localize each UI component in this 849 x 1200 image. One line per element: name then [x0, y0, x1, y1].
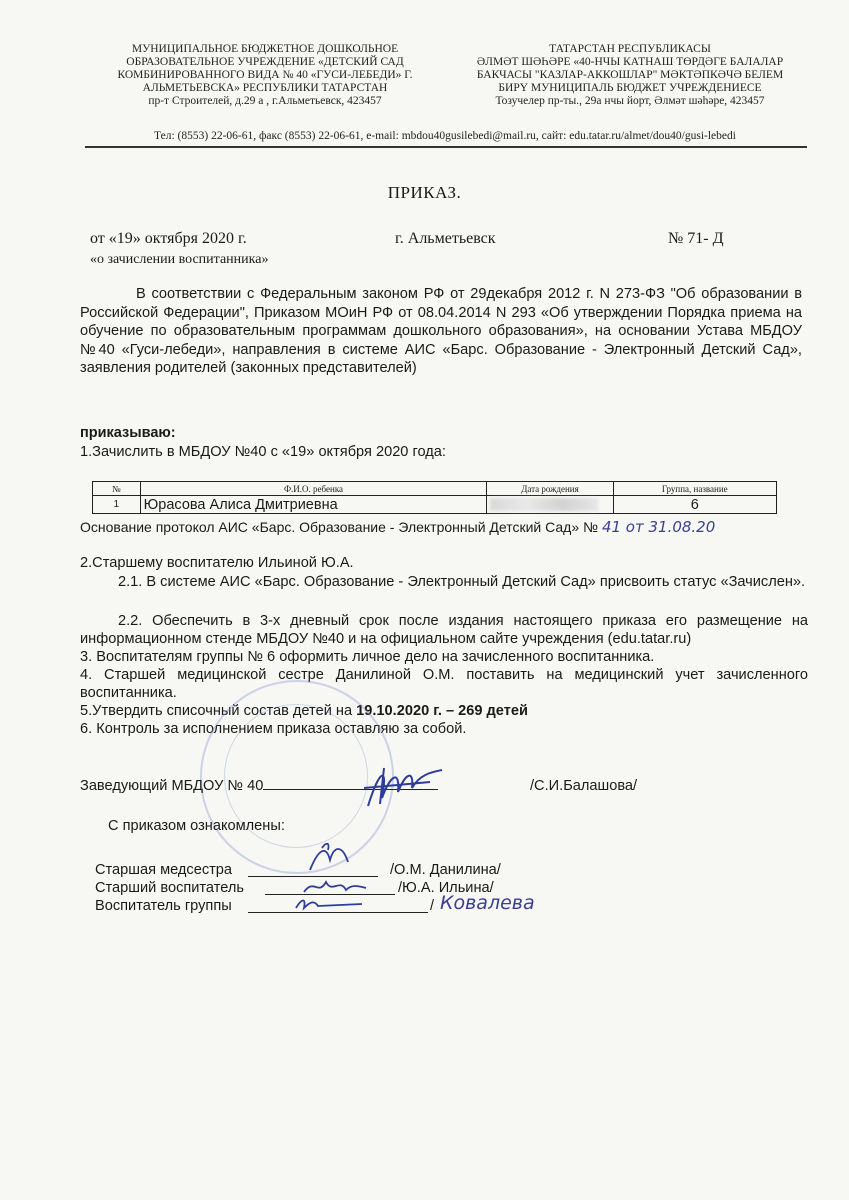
document-title: ПРИКАЗ.	[387, 183, 462, 202]
header-left-address: пр-т Строителей, д.29 а , г.Альметьевск, 423457	[148, 95, 382, 107]
cell-child-name: Юрасова Алиса Дмитриевна	[140, 496, 487, 514]
table-row	[93, 496, 777, 514]
basis-text: Основание протокол АИС «Барс. Образование - Электронный Детский Сад» №	[80, 519, 599, 535]
teacher-signature	[292, 892, 372, 921]
acquainted-role-senior-teacher: Старший воспитатель	[95, 880, 245, 896]
item-5-text: 5.Утвердить списочный состав детей на	[80, 703, 357, 719]
item-3: 3. Воспитателям группы № 6 оформить личное дело на зачисленного воспитанника.	[80, 649, 655, 665]
cell-number: 1	[93, 496, 141, 514]
header-right-line: ТАТАРСТАН РЕСПУБЛИКАСЫ	[549, 43, 711, 55]
header-contacts: Тел: (8553) 22-06-61, факс (8553) 22-06-61, e-mail: mbdou40gusilebedi@mail.ru, сайт: edu.tatar.ru/almet/dou40/gusi-lebedi	[154, 130, 736, 142]
acquainted-role-nurse: Старшая медсестра	[95, 862, 233, 878]
header-left-line: МУНИЦИПАЛЬНОЕ БЮДЖЕТНОЕ ДОШКОЛЬНОЕ	[131, 43, 399, 55]
acquainted-name-nurse: /О.М. Данилина/	[390, 862, 501, 878]
item-2: 2.Старшему воспитателю Ильиной Ю.А.	[80, 555, 354, 571]
col-header-birthdate: Дата рождения	[487, 482, 613, 496]
item-2-1-text: 2.1. В системе АИС «Барс. Образование - Электронный Детский Сад» присвоить статус «Зачислен».	[118, 574, 806, 590]
cell-group: 6	[613, 496, 776, 514]
table-header-row	[93, 482, 777, 496]
header-right-block	[450, 43, 810, 108]
header-left-line: ОБРАЗОВАТЕЛЬНОЕ УЧРЕЖДЕНИЕ «ДЕТСКИЙ САД	[126, 56, 404, 68]
cell-birthdate-redacted	[487, 496, 613, 514]
item-2-2: 2.2. Обеспечить в 3-х дневный срок после издания настоящего приказа его размещение на	[118, 613, 808, 629]
item-4-continued: воспитанника.	[80, 685, 177, 701]
acquainted-heading: С приказом ознакомлены:	[108, 818, 285, 834]
item-4: 4. Старшей медицинской сестре Данилиной О.М. поставить на медицинский учет зачисленного	[80, 667, 808, 683]
order-subject: «о зачислении воспитанника»	[90, 252, 269, 267]
header-right-line: БИРҮ МУНИЦИПАЛЬ БЮДЖЕТ УЧРЕЖДЕНИЕСЕ	[498, 82, 762, 94]
order-verb: приказываю:	[80, 425, 176, 441]
item-5-count: 19.10.2020 г. – 269 детей	[356, 703, 528, 719]
redaction-blur	[490, 498, 598, 511]
col-header-group: Группа, название	[613, 482, 776, 496]
acquainted-role-teacher: Воспитатель группы	[95, 898, 232, 914]
head-name: /С.И.Балашова/	[530, 778, 638, 794]
header-left-line: АЛЬМЕТЬЕВСКА» РЕСПУБЛИКИ ТАТАРСТАН	[142, 82, 388, 94]
col-header-number: №	[93, 482, 141, 496]
item-1: 1.Зачислить в МБДОУ №40 с «19» октября 2020 года:	[80, 444, 446, 460]
item-2-2-continued: информационном стенде МБДОУ №40 и на официальном сайте учреждения (edu.tatar.ru)	[80, 631, 692, 647]
header-left-line: КОМБИНИРОВАННОГО ВИДА № 40 «ГУСИ-ЛЕБЕДИ» Г.	[117, 69, 413, 81]
acquainted-name-teacher-slash: /	[430, 898, 435, 914]
col-header-name: Ф.И.О. ребенка	[140, 482, 487, 496]
item-6: 6. Контроль за исполнением приказа оставляю за собой.	[80, 721, 467, 737]
item-2-1	[118, 574, 808, 591]
basis-handwritten: 41 от 31.08.20	[601, 518, 716, 536]
header-right-address: Тозучелер пр-ты., 29а нчы йорт, Әлмәт шәһәре, 423457	[495, 95, 765, 107]
order-number: № 71- Д	[668, 230, 724, 247]
header-right-line: ӘЛМӘТ ШӘҺӘРЕ «40-НЧЫ КАТНАШ ТӨРДӘГЕ БАЛАЛАР	[476, 56, 784, 68]
header-left-block	[95, 43, 435, 108]
header-right-line: БАКЧАСЫ "КАЗЛАР-АККОШЛАР" МӘКТӘПКӘЧӘ БЕЛЕМ	[476, 69, 784, 81]
enrollment-table	[92, 481, 777, 514]
preamble-paragraph: В соответствии с Федеральным законом РФ от 29декабря 2012 г. N 273-ФЗ "Об образовании в Российской Федерации", Приказом МОиН РФ от 08.04.2014 N 293 «Об утверждении Порядка приема на обучение по образовательным программам дошкольного образования», на основании Устава МБДОУ №40 «Гуси-лебеди», направления в системе АИС «Барс. Образование - Электронный Детский Сад», заявления родителей (законных представителей)	[80, 286, 802, 377]
order-date: от «19» октября 2020 г.	[90, 230, 247, 247]
acquainted-name-teacher-handwritten: Ковалева	[440, 892, 535, 914]
head-signature	[360, 758, 450, 823]
acquainted-name-senior-teacher: /Ю.А. Ильина/	[398, 880, 494, 896]
order-city: г. Альметьевск	[395, 230, 496, 247]
head-role: Заведующий МБДОУ № 40	[80, 778, 264, 794]
header-divider	[85, 146, 807, 148]
basis-line	[80, 518, 715, 536]
